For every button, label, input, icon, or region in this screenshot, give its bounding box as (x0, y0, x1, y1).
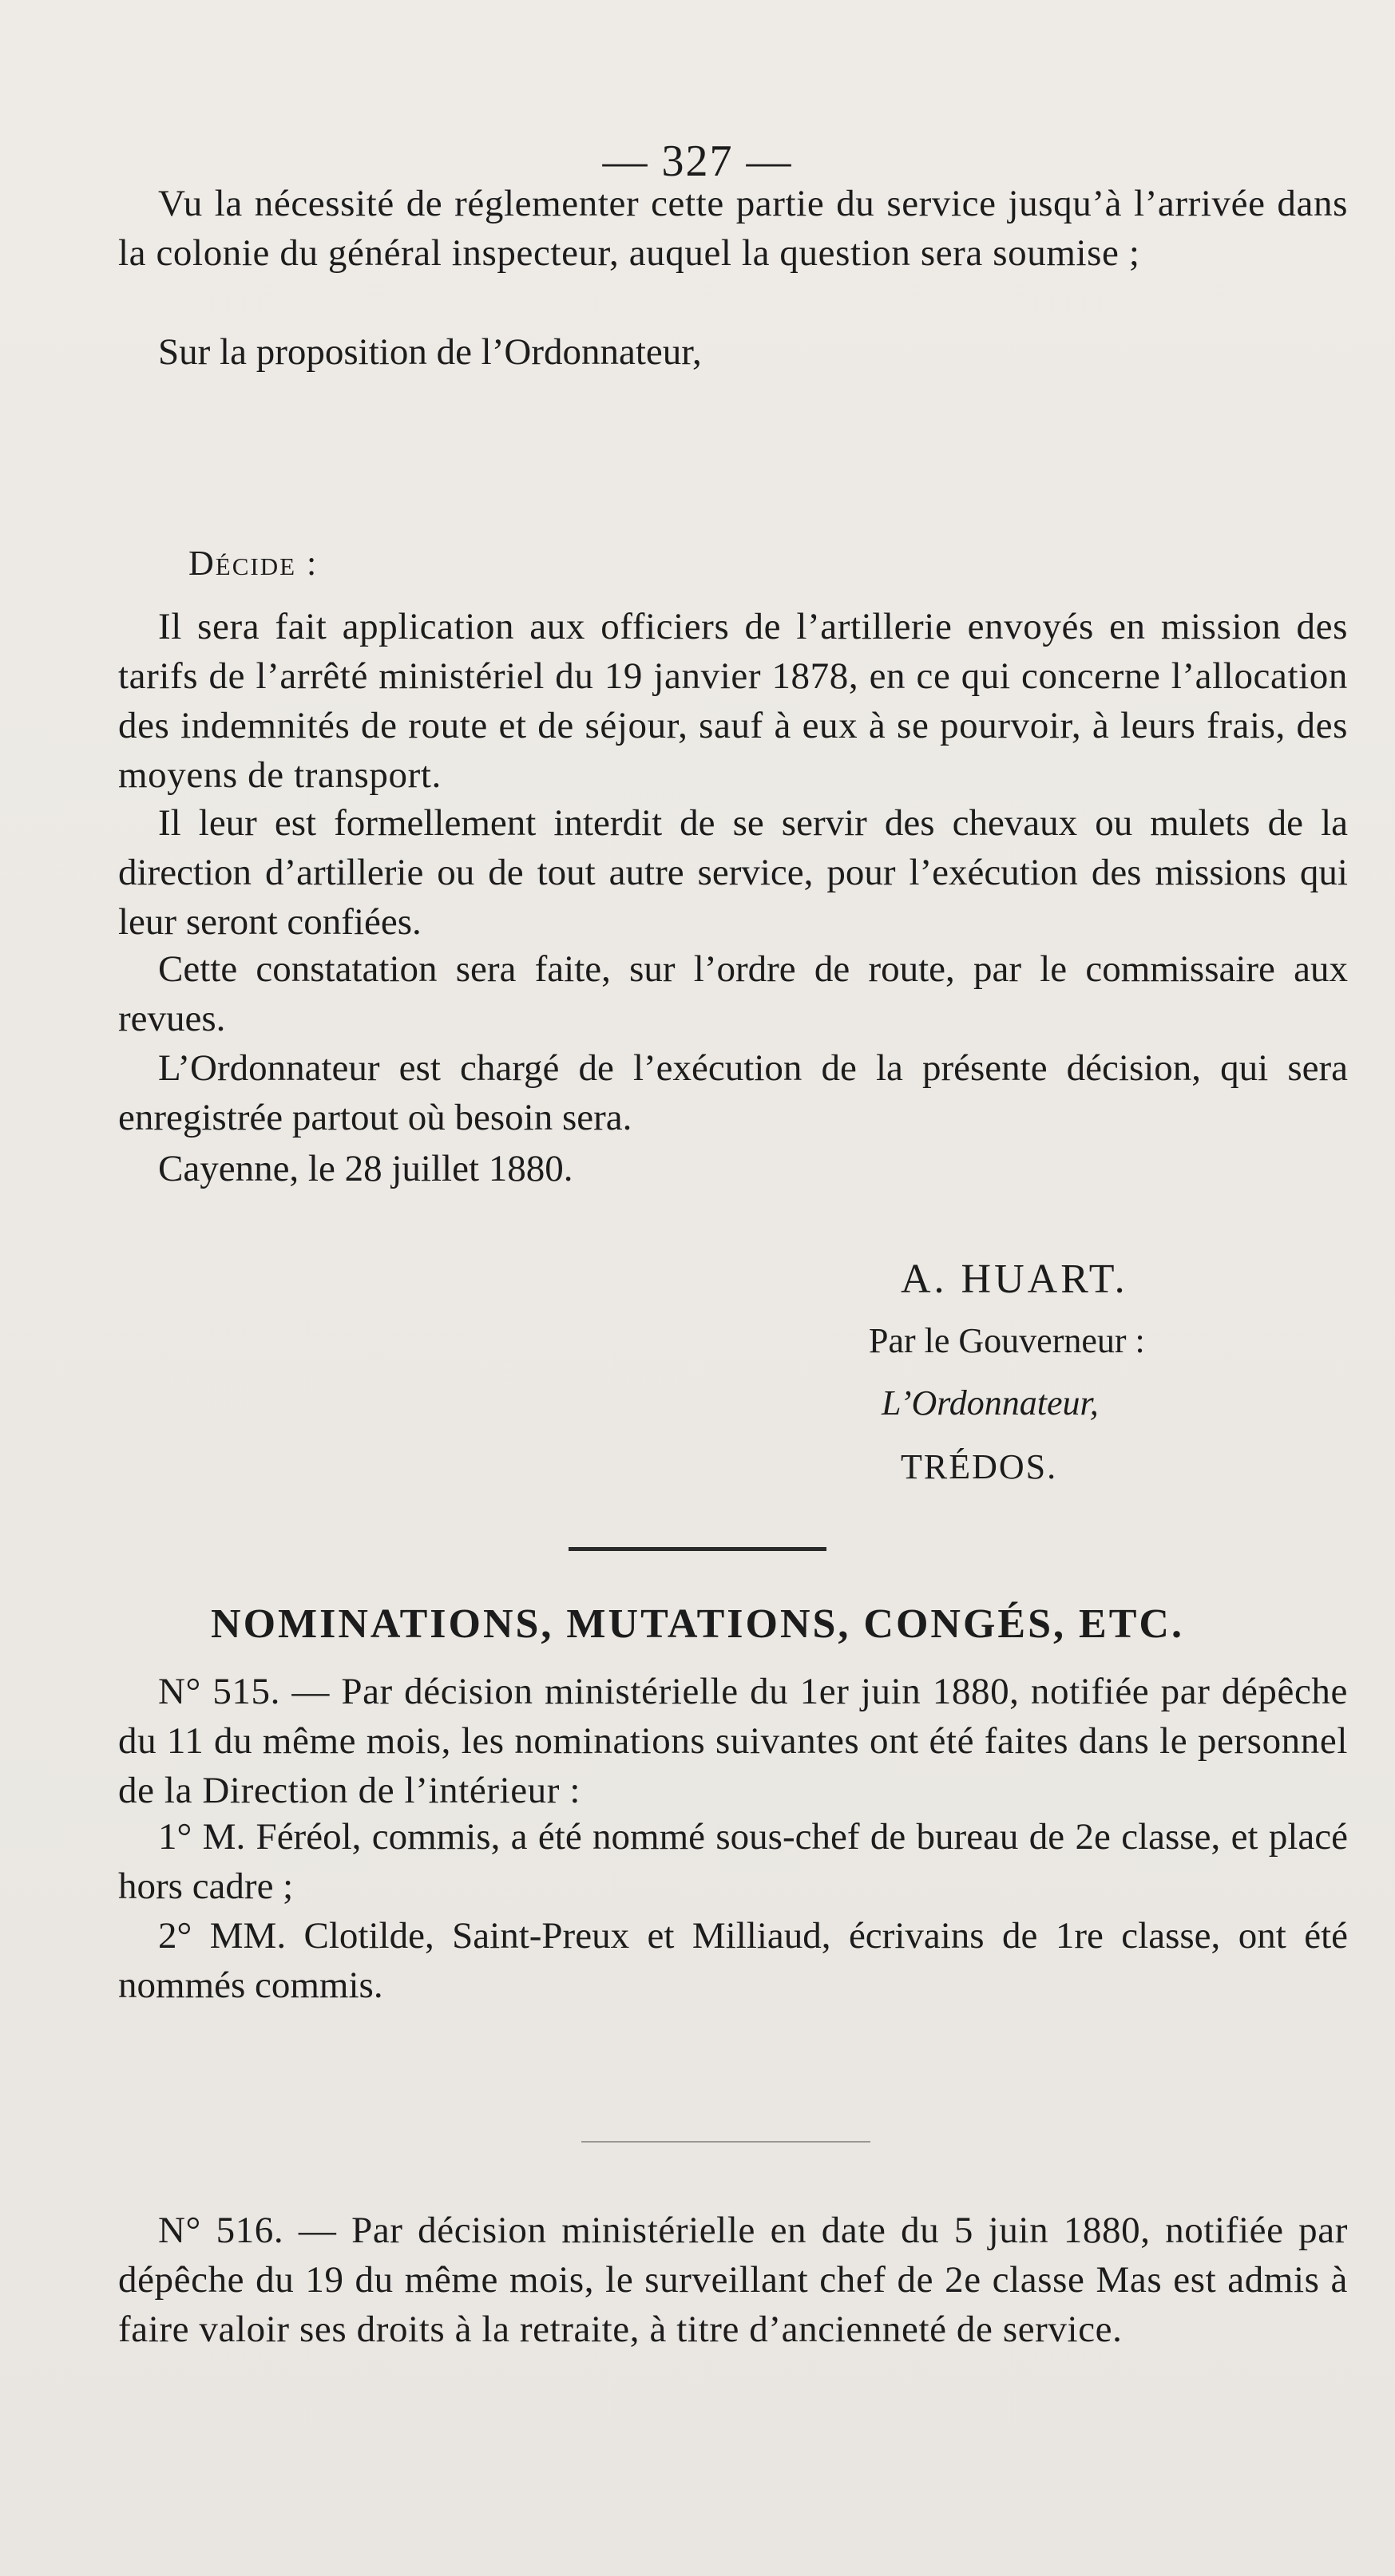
signature-role: L’Ordonnateur, (882, 1383, 1099, 1423)
page-number: — 327 — (602, 137, 793, 186)
paragraph-article-3: Cette constatation sera faite, sur l’ordre de route, par le commissaire aux revues. (118, 948, 1348, 1039)
entry-divider (581, 2141, 870, 2143)
signature-by-governor: Par le Gouverneur : (869, 1321, 1145, 1360)
paragraph-article-2: Il leur est formellement interdit de se servir des chevaux ou mulets de la direction d’artillerie ou de tout autre service, pour l’exécution des missions qui leur seront confiées. (118, 802, 1348, 943)
paragraph-article-4: L’Ordonnateur est chargé de l’exécution de la présente décision, qui sera enregistrée partout où besoin sera. (118, 1047, 1348, 1138)
decision-heading: Décide : (188, 544, 319, 583)
section-heading: NOMINATIONS, MUTATIONS, CONGÉS, ETC. (211, 1601, 1184, 1647)
entry-516: N° 516. — Par décision ministérielle en date du 5 juin 1880, notifiée par dépêche du 19 du même mois, le surveillant chef de 2e classe Mas est admis à faire valoir ses droits à la retraite, à titre d’ancienneté de service. (118, 2210, 1348, 2350)
signature-name: A. HUART. (901, 1256, 1128, 1302)
entry-515-intro: N° 515. — Par décision ministérielle du 1er juin 1880, notifiée par dépêche du 11 du même mois, les nominations suivantes ont été faites dans le personnel de la Direction de l’intérieur : (118, 1671, 1348, 1811)
signature-name-ordonnateur: TRÉDOS. (901, 1447, 1058, 1486)
section-divider (569, 1547, 826, 1551)
paragraph-considerant: Vu la nécessité de réglementer cette partie du service jusqu’à l’arrivée dans la colonie du général inspecteur, auquel la question sera soumise ; (118, 183, 1348, 274)
paragraph-proposition: Sur la proposition de l’Ordonnateur, (158, 331, 702, 373)
paragraph-article-1: Il sera fait application aux officiers de l’artillerie envoyés en mission des tarifs de l’arrêté ministériel du 19 janvier 1878, en ce qui concerne l’allocation des indemnités de route et de séjour, sauf à eux à se pourvoir, à leurs frais, des moyens de transport. (118, 606, 1348, 796)
entry-515-item-2: 2° MM. Clotilde, Saint-Preux et Milliaud, écrivains de 1re classe, ont été nommés commis. (118, 1915, 1348, 2006)
date-line: Cayenne, le 28 juillet 1880. (158, 1148, 573, 1189)
entry-515-item-1: 1° M. Féréol, commis, a été nommé sous-chef de bureau de 2e classe, et placé hors cadre ; (118, 1816, 1348, 1907)
